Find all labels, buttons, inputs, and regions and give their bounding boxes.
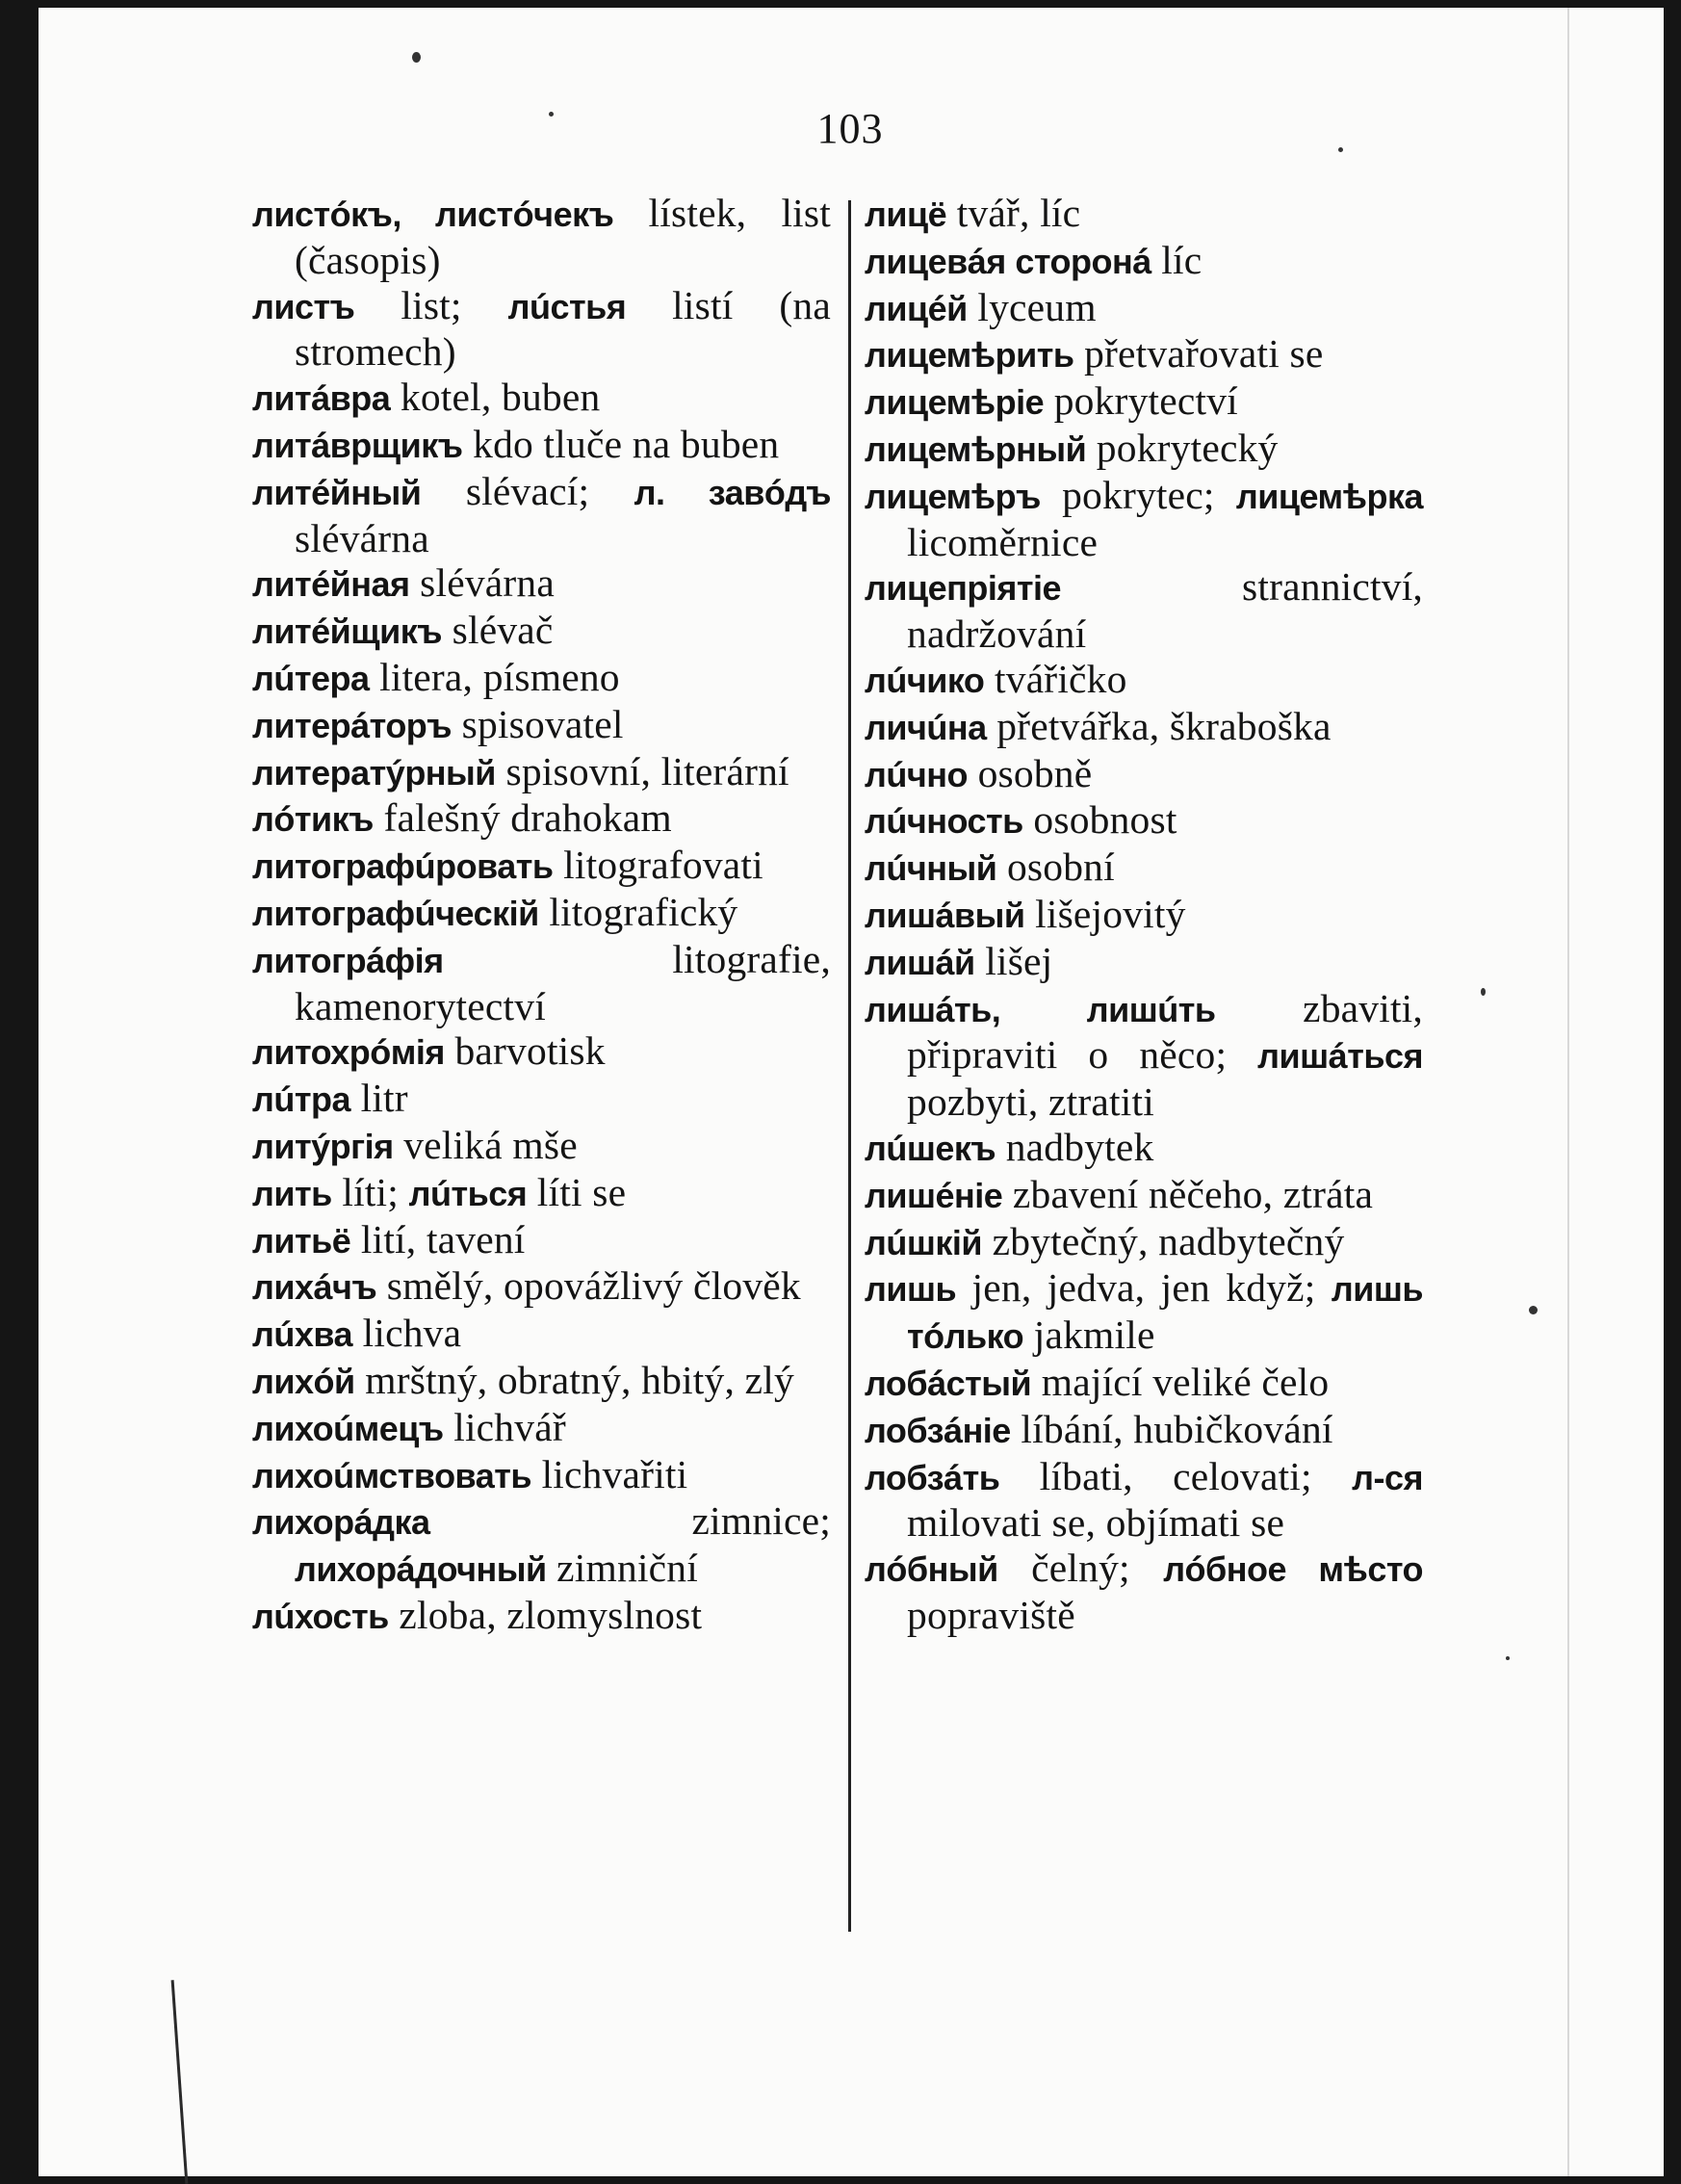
entry-headword: лицемѣрить (865, 335, 1074, 376)
scan-border-top (0, 0, 1681, 8)
dictionary-entry (865, 426, 1423, 473)
scan-speck (1481, 988, 1486, 996)
entry-definition: tvář, líc (946, 191, 1081, 235)
entry-headword: лúшкій (865, 1222, 983, 1262)
entry-headword: лúстья (507, 286, 627, 326)
entry-headword: лицéй (865, 288, 968, 328)
entry-headword: лóбное мѣсто (1163, 1549, 1423, 1590)
entry-definition: lyceum (967, 284, 1097, 329)
entry-definition: zimniční (546, 1546, 698, 1591)
entry-definition: litr (350, 1076, 408, 1121)
dictionary-entry (252, 1405, 831, 1452)
dictionary-entry (252, 1498, 831, 1593)
entry-headword: лишáвый (865, 895, 1025, 935)
dictionary-entry (865, 238, 1423, 285)
entry-definition: lišej (974, 938, 1053, 983)
dictionary-entry (865, 285, 1423, 332)
dictionary-entry (865, 191, 1423, 238)
entry-headword: литáвра (252, 378, 391, 419)
entry-headword: литографúровать (252, 846, 554, 887)
entry-definition: osobní (996, 845, 1115, 890)
dictionary-entry (252, 1217, 831, 1264)
dictionary-entry (252, 1593, 831, 1640)
dictionary-entry (252, 749, 831, 796)
entry-definition: líbání, hubičkování (1010, 1406, 1333, 1451)
entry-definition: slévárna (409, 560, 555, 606)
entry-headword: литáврщикъ (252, 425, 463, 465)
dictionary-entry (865, 473, 1423, 565)
entry-definition: falešný drahokam (373, 795, 672, 841)
entry-headword: листъ (252, 286, 355, 326)
entry-definition: litografovati (553, 843, 763, 888)
entry-headword: лúться (408, 1173, 528, 1213)
entry-definition: popraviště (907, 1592, 1075, 1637)
entry-definition: litografie, kamenorytectví (295, 936, 831, 1028)
scan-border-right (1664, 0, 1681, 2184)
entry-headword: лицевáя сторонá (865, 241, 1151, 281)
entry-definition: přetvářka, škraboška (986, 703, 1332, 748)
entry-definition: lichvařiti (531, 1451, 688, 1496)
entry-headword: литохрóмія (252, 1032, 445, 1073)
scan-speck (1529, 1306, 1538, 1314)
entry-headword: лицемѣрка (1235, 476, 1423, 516)
entry-headword: литýргія (252, 1126, 394, 1166)
dictionary-entry (865, 331, 1423, 378)
dictionary-entry (865, 1360, 1423, 1407)
dictionary-entry (865, 939, 1423, 986)
entry-definition: pokrytectví (1044, 378, 1238, 424)
entry-definition: litera, písmeno (369, 654, 620, 699)
dictionary-entry (865, 564, 1423, 657)
entry-headword: лишáться (1257, 1036, 1423, 1077)
entry-headword: литографúческій (252, 893, 539, 933)
entry-definition: osobně (968, 750, 1093, 795)
scan-scratch (171, 1980, 189, 2184)
dictionary-entry (865, 1265, 1423, 1360)
right-column (865, 191, 1423, 1638)
entry-definition: lichva (352, 1311, 462, 1356)
entry-definition: mající veliké čelo (1031, 1359, 1330, 1404)
entry-headword: лихоúмствовать (252, 1455, 531, 1495)
entry-definition: mrštný, obratný, hbitý, zlý (354, 1357, 794, 1402)
entry-headword: лихáчъ (252, 1267, 377, 1308)
dictionary-entry (252, 1076, 831, 1123)
entry-headword: лихорáдка (252, 1502, 430, 1543)
entry-headword: лúхость (252, 1596, 389, 1636)
entry-definition: list; (354, 282, 508, 327)
dictionary-entry (865, 378, 1423, 426)
entry-headword: лицепріятіе (865, 568, 1062, 609)
page-edge-line (1567, 8, 1569, 2176)
dictionary-entry (865, 892, 1423, 939)
entry-definition: lichvář (443, 1404, 566, 1449)
dictionary-entry (252, 702, 831, 749)
entry-headword: лишéніе (865, 1175, 1003, 1215)
entry-definition: lišejovitý (1024, 891, 1186, 936)
entry-definition: veliká mše (393, 1122, 578, 1167)
dictionary-entry (252, 1311, 831, 1358)
dictionary-entry (252, 890, 831, 937)
entry-headword: литéйный (252, 472, 422, 512)
dictionary-entry (865, 751, 1423, 798)
dictionary-entry (865, 1407, 1423, 1454)
entry-definition: lití, tavení (350, 1216, 526, 1261)
entry-headword: лицемѣріе (865, 382, 1045, 423)
dictionary-entry (252, 283, 831, 376)
dictionary-entry (252, 422, 831, 469)
entry-headword: лихоúмецъ (252, 1408, 444, 1448)
entry-headword: лицемѣръ (865, 476, 1041, 516)
dictionary-entry (252, 1263, 831, 1311)
dictionary-entry (252, 1028, 831, 1076)
entry-definition: spisovatel (452, 701, 624, 746)
entry-headword: литерáторъ (252, 705, 453, 745)
dictionary-page (39, 8, 1664, 2176)
entry-definition: zbytečný, nadbytečný (982, 1218, 1345, 1263)
scan-speck (412, 52, 421, 63)
entry-headword: лихóй (252, 1361, 355, 1401)
dictionary-entry (252, 469, 831, 561)
dictionary-entry (865, 1546, 1423, 1638)
entry-headword: литогрáфія (252, 940, 444, 980)
scan-border-left (0, 0, 39, 2184)
entry-definition: pokrytec; (1040, 472, 1236, 517)
entry-definition: zloba, zlomyslnost (388, 1592, 703, 1637)
entry-headword: литéйная (252, 564, 410, 605)
entry-headword: лицё (865, 195, 947, 234)
entry-headword: лúхва (252, 1314, 353, 1355)
entry-definition: líti; (331, 1169, 409, 1214)
dictionary-entry (252, 1170, 831, 1217)
entry-headword: листóкъ, листóчекъ (252, 195, 614, 234)
entry-headword: лишь тóлько (907, 1269, 1423, 1357)
dictionary-entry (252, 375, 831, 422)
dictionary-entry (252, 608, 831, 655)
entry-headword: личúна (865, 707, 987, 747)
scan-speck (1338, 147, 1343, 152)
entry-headword: литератýрный (252, 752, 496, 793)
entry-headword: лихорáдочный (295, 1549, 547, 1590)
entry-headword: лúчико (865, 660, 985, 700)
dictionary-entry (865, 797, 1423, 845)
entry-definition: licoměrnice (907, 519, 1099, 564)
entry-definition: lístek, list (časopis) (295, 191, 831, 282)
entry-headword: лишь (865, 1269, 957, 1310)
entry-definition: spisovní, literární (495, 748, 789, 793)
entry-definition: slévač (442, 608, 554, 653)
entry-definition: slévárna (295, 515, 429, 560)
page-number: 103 (816, 105, 884, 152)
entry-definition: zimnice; (429, 1498, 831, 1544)
entry-headword: л. завóдъ (634, 472, 831, 512)
entry-headword: лúтра (252, 1079, 351, 1120)
entry-headword: лúтера (252, 658, 370, 698)
dictionary-entry (865, 845, 1423, 892)
entry-headword: лúчность (865, 801, 1023, 842)
entry-definition: zbavení něčeho, ztráta (1002, 1171, 1374, 1216)
entry-definition: smělý, opovážlivý člověk (376, 1263, 801, 1309)
dictionary-entry (252, 1358, 831, 1405)
dictionary-entry (865, 704, 1423, 751)
entry-definition: jen, jedva, jen když; (956, 1265, 1332, 1311)
entry-definition: pokrytecký (1086, 425, 1279, 470)
entry-definition: líbati, celovati; (999, 1453, 1353, 1498)
dictionary-entry (865, 1454, 1423, 1547)
entry-definition: slévací; (421, 468, 634, 513)
entry-headword: лишáй (865, 942, 975, 982)
entry-headword: лúчно (865, 754, 968, 794)
entry-definition: jakmile (1023, 1313, 1155, 1358)
scan-speck (1506, 1656, 1510, 1660)
entry-headword: литьё (252, 1220, 351, 1261)
dictionary-entry (252, 1123, 831, 1170)
entry-definition: strannictví, nadržování (907, 564, 1423, 657)
entry-headword: лишáть, лишúть (865, 989, 1216, 1029)
dictionary-entry (252, 655, 831, 702)
dictionary-entry (252, 560, 831, 608)
entry-headword: литéйщикъ (252, 611, 443, 652)
entry-definition: barvotisk (444, 1028, 606, 1074)
dictionary-entry (865, 986, 1423, 1125)
scan-speck (549, 112, 554, 117)
entry-definition: čelný; (997, 1546, 1164, 1591)
dictionary-entry (252, 937, 831, 1029)
entry-definition: nadbytek (996, 1124, 1154, 1169)
entry-headword: лобáстый (865, 1363, 1032, 1403)
entry-definition: kdo tluče na buben (462, 421, 780, 466)
entry-definition: líc (1151, 237, 1203, 282)
dictionary-entry (252, 1452, 831, 1499)
column-divider (848, 200, 851, 1932)
entry-headword: лóбный (865, 1549, 998, 1590)
dictionary-entry (252, 191, 831, 283)
scan-border-bottom (0, 2176, 1681, 2184)
entry-headword: лóтикъ (252, 799, 374, 840)
entry-headword: лúшекъ (865, 1128, 996, 1168)
entry-headword: лить (252, 1173, 332, 1213)
entry-definition: osobnost (1022, 797, 1177, 843)
entry-definition: zbaviti, připraviti o něco; (907, 985, 1423, 1078)
entry-definition: kotel, buben (390, 375, 601, 420)
dictionary-entry (252, 795, 831, 843)
entry-definition: líti se (527, 1169, 627, 1214)
dictionary-entry (865, 1219, 1423, 1266)
entry-headword: лúчный (865, 848, 997, 889)
dictionary-entry (865, 1125, 1423, 1172)
dictionary-entry (865, 1172, 1423, 1219)
entry-definition: litografický (538, 889, 738, 934)
dictionary-entry (865, 657, 1423, 704)
entry-definition: přetvařovati se (1073, 331, 1324, 377)
entry-definition: pozbyti, ztratiti (907, 1079, 1154, 1125)
left-column (252, 191, 831, 1640)
entry-headword: лицемѣрный (865, 429, 1087, 469)
entry-headword: лобзáть (865, 1457, 1000, 1497)
entry-definition: tvářičko (984, 656, 1127, 701)
entry-headword: лобзáніе (865, 1410, 1011, 1450)
dictionary-entry (252, 843, 831, 890)
entry-definition: listí (na stromech) (295, 282, 831, 375)
entry-headword: л-ся (1352, 1457, 1423, 1497)
entry-definition: milovati se, objímati se (907, 1500, 1285, 1546)
